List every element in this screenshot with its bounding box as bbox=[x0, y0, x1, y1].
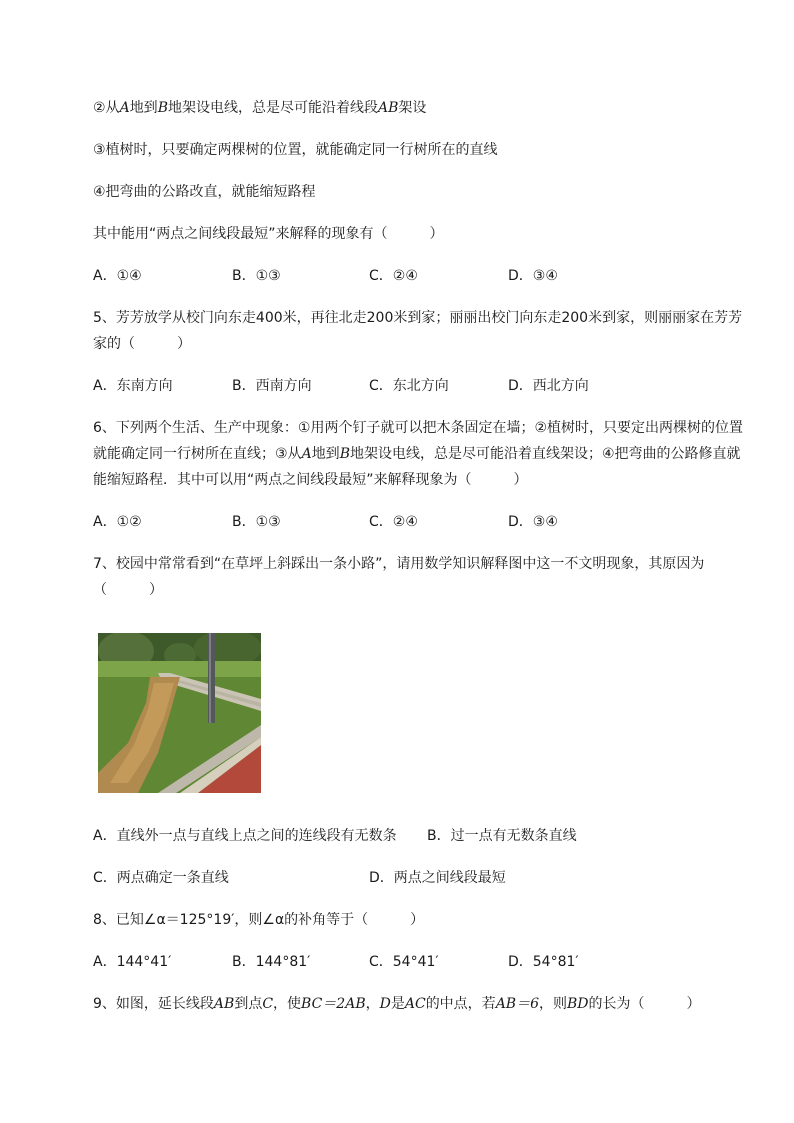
option-d[interactable]: D．西北方向 bbox=[508, 378, 589, 394]
question-7-stem: 7、校园中常常看到“在草坪上斜踩出一条小路”，请用数学知识解释图中这一不文明现象，其原因为（ ） bbox=[93, 556, 705, 598]
option-d[interactable]: D．③④ bbox=[508, 268, 558, 284]
option-b[interactable]: B．①③ bbox=[232, 268, 281, 284]
option-c[interactable]: C．两点确定一条直线 bbox=[93, 870, 229, 886]
option-d[interactable]: D．两点之间线段最短 bbox=[369, 870, 506, 886]
statement-4: ④把弯曲的公路改直，就能缩短路程 bbox=[93, 184, 316, 200]
question-7-options-row2 bbox=[93, 869, 713, 887]
option-d[interactable]: D．③④ bbox=[508, 514, 558, 530]
option-c[interactable]: C．54°41′ bbox=[369, 954, 439, 970]
question-6-stem: 6、下列两个生活、生产中现象：①用两个钉子就可以把木条固定在墙；②植树时，只要定出两棵树的位置就能确定同一行树所在直线；③从A地到B地架设电线，总是尽可能沿着直线架设；④把弯曲的公路修直就能缩短路程．其中可以用“两点之间线段最短”来解释现象为（ ） bbox=[93, 420, 744, 488]
option-a[interactable]: A．直线外一点与直线上点之间的连线段有无数条 bbox=[93, 828, 397, 844]
question-4-options bbox=[93, 267, 713, 285]
option-b[interactable]: B．过一点有无数条直线 bbox=[427, 828, 577, 844]
lawn-path-photo bbox=[98, 633, 261, 793]
option-b[interactable]: B．①③ bbox=[232, 514, 281, 530]
option-b[interactable]: B．144°81′ bbox=[232, 954, 311, 970]
question-4-stem: 其中能用“两点之间线段最短”来解释的现象有（ ） bbox=[93, 226, 444, 242]
question-6-options bbox=[93, 513, 713, 531]
statement-3: ③植树时，只要确定两棵树的位置，就能确定同一行树所在的直线 bbox=[93, 142, 498, 158]
question-7-options-row1 bbox=[93, 827, 713, 845]
question-9-stem: 9、如图，延长线段AB到点C，使BC＝2AB，D是AC的中点，若AB＝6，则BD的长为（ ） bbox=[93, 996, 701, 1012]
option-a[interactable]: A．①② bbox=[93, 514, 142, 530]
statement-2: ②从A地到B地架设电线，总是尽可能沿着线段AB架设 bbox=[93, 100, 427, 116]
option-a[interactable]: A．东南方向 bbox=[93, 378, 173, 394]
option-a[interactable]: A．144°41′ bbox=[93, 954, 172, 970]
option-c[interactable]: C．②④ bbox=[369, 268, 418, 284]
question-5-options bbox=[93, 377, 713, 395]
option-c[interactable]: C．东北方向 bbox=[369, 378, 449, 394]
question-5-stem: 5、芳芳放学从校门向东走400米，再往北走200米到家；丽丽出校门向东走200米到家，则丽丽家在芳芳家的（ ） bbox=[93, 310, 743, 352]
question-8-options bbox=[93, 953, 713, 971]
option-b[interactable]: B．西南方向 bbox=[232, 378, 312, 394]
option-d[interactable]: D．54°81′ bbox=[508, 954, 579, 970]
question-8-stem: 8、已知∠α＝125°19′，则∠α的补角等于（ ） bbox=[93, 912, 425, 928]
option-a[interactable]: A．①④ bbox=[93, 268, 142, 284]
option-c[interactable]: C．②④ bbox=[369, 514, 418, 530]
